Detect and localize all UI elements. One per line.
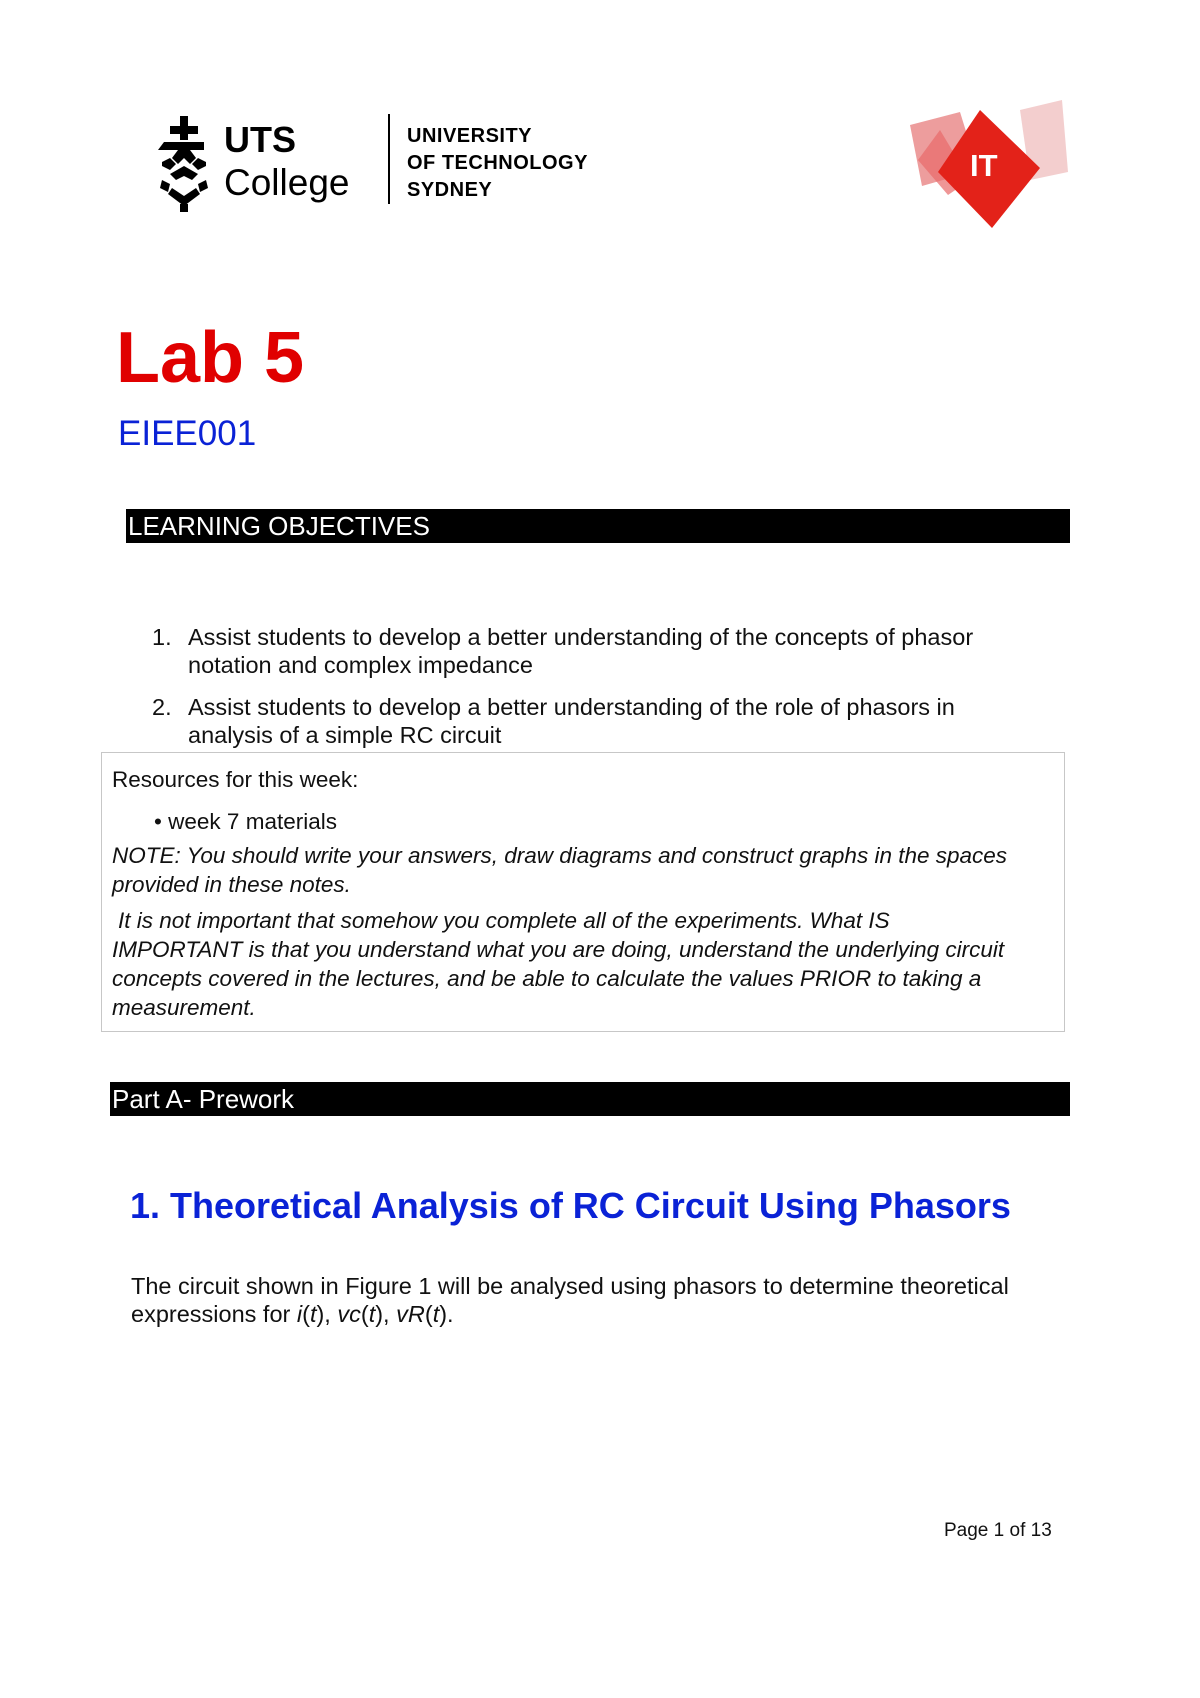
learning-objectives-heading bbox=[126, 509, 1070, 543]
university-name-line-1: UNIVERSITY bbox=[407, 125, 533, 147]
paragraph-period: . bbox=[447, 1301, 454, 1327]
university-name-line-2: OF TECHNOLOGY bbox=[407, 152, 588, 174]
course-code: EIEE001 bbox=[118, 414, 257, 453]
section-1-heading: 1. Theoretical Analysis of RC Circuit Using Phasors bbox=[130, 1185, 1011, 1226]
paragraph-line-2: expressions for i(t), vc(t), vR(t). bbox=[131, 1301, 454, 1327]
part-a-heading-text: Part A- Prework bbox=[112, 1084, 295, 1114]
resources-box bbox=[101, 752, 1065, 1032]
paragraph-text: expressions for bbox=[131, 1301, 297, 1327]
part-a-heading bbox=[110, 1082, 1070, 1116]
objective-line: Assist students to develop a better understanding of the concepts of phasor bbox=[188, 624, 974, 650]
var-vr: vR bbox=[396, 1301, 425, 1327]
var-vc: vc bbox=[337, 1301, 361, 1327]
objective-number: 2. bbox=[152, 694, 172, 720]
bullet-icon: • bbox=[154, 809, 162, 834]
var-t: t bbox=[368, 1301, 376, 1327]
paragraph-line-1: The circuit shown in Figure 1 will be analysed using phasors to determine theoretical bbox=[131, 1273, 1009, 1299]
objective-line: Assist students to develop a better understanding of the role of phasors in bbox=[188, 694, 955, 720]
objective-line: analysis of a simple RC circuit bbox=[188, 722, 502, 748]
page-number: Page 1 of 13 bbox=[944, 1520, 1052, 1541]
note-line: NOTE: You should write your answers, draw diagrams and construct graphs in the spaces bbox=[112, 843, 1008, 868]
uts-wordmark: UTS bbox=[224, 119, 296, 160]
important-line: IMPORTANT is that you understand what you are doing, understand the underlying circuit bbox=[112, 937, 1005, 962]
college-wordmark: College bbox=[224, 162, 350, 203]
page-title: Lab 5 bbox=[116, 318, 305, 398]
var-t: t bbox=[309, 1301, 317, 1327]
section-1-paragraph bbox=[131, 1272, 1071, 1328]
resources-bullet-item bbox=[154, 807, 337, 836]
objective-item-1 bbox=[152, 623, 1052, 679]
uts-crest-icon bbox=[158, 116, 210, 212]
resources-heading: Resources for this week: bbox=[112, 767, 359, 792]
logo-divider bbox=[388, 114, 390, 204]
objective-item-2 bbox=[152, 693, 1052, 749]
note-line: provided in these notes. bbox=[112, 872, 351, 897]
var-t: t bbox=[432, 1301, 440, 1327]
uts-college-logo bbox=[150, 110, 600, 210]
important-line: measurement. bbox=[112, 995, 256, 1020]
var-i: i bbox=[296, 1301, 303, 1327]
resources-note bbox=[112, 841, 1052, 899]
learning-objectives-heading-text: LEARNING OBJECTIVES bbox=[128, 511, 430, 541]
it-logo bbox=[900, 100, 1070, 235]
objective-line: notation and complex impedance bbox=[188, 652, 533, 678]
important-line: concepts covered in the lectures, and be able to calculate the values PRIOR to taking a bbox=[112, 966, 982, 991]
resources-bullet-text: week 7 materials bbox=[168, 809, 337, 834]
it-logo-text: IT bbox=[970, 148, 998, 183]
university-name-line-3: SYDNEY bbox=[407, 179, 493, 201]
objective-number: 1. bbox=[152, 624, 172, 650]
resources-important-note bbox=[112, 906, 1057, 1022]
important-line: It is not important that somehow you complete all of the experiments. What IS bbox=[118, 908, 890, 933]
